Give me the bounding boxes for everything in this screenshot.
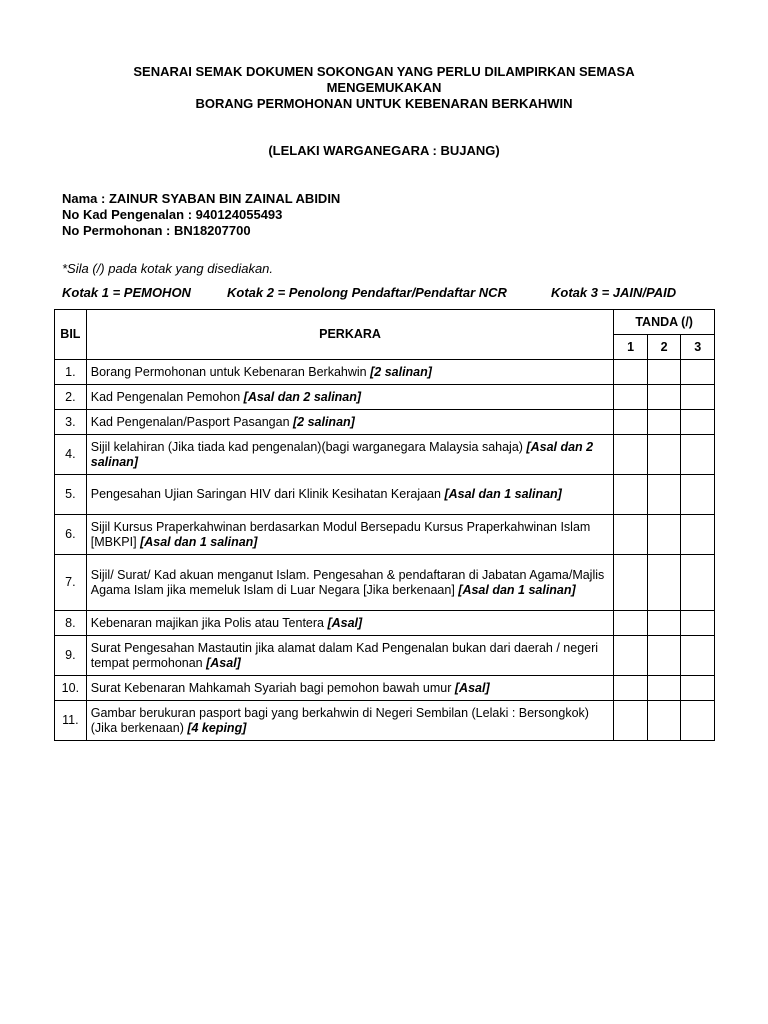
checkbox-3[interactable] — [681, 611, 715, 636]
header-tanda: TANDA (/) — [614, 310, 715, 335]
document-copies: [Asal dan 2 salinan] — [243, 389, 362, 404]
row-number: 9. — [55, 636, 87, 676]
header-bil: BIL — [55, 310, 87, 360]
checkbox-1[interactable] — [614, 385, 648, 410]
document-copies: [Asal dan 1 salinan] — [458, 582, 576, 597]
legend-box-2: Kotak 2 = Penolong Pendaftar/Pendaftar NCR — [227, 285, 507, 300]
checkbox-3[interactable] — [681, 385, 715, 410]
table-row — [55, 410, 715, 435]
table-row — [55, 515, 715, 555]
applicant-name: Nama : ZAINUR SYABAN BIN ZAINAL ABIDIN — [62, 191, 341, 206]
checkbox-2[interactable] — [647, 515, 681, 555]
row-number: 2. — [55, 385, 87, 410]
document-description: Pengesahan Ujian Saringan HIV dari Klinik Kesihatan Kerajaan — [90, 487, 445, 501]
document-description: Borang Permohonan untuk Kebenaran Berkahwin — [90, 364, 371, 379]
instruction-text: *Sila (/) pada kotak yang disediakan. — [62, 261, 274, 276]
checkbox-2[interactable] — [647, 676, 681, 701]
row-number: 1. — [55, 360, 87, 385]
checkbox-3[interactable] — [681, 701, 715, 741]
title-line-1: SENARAI SEMAK DOKUMEN SOKONGAN YANG PERLU DILAMPIRKAN SEMASA — [133, 64, 635, 79]
header-box-2: 2 — [647, 335, 681, 360]
applicant-ic: No Kad Pengenalan : 940124055493 — [62, 207, 283, 222]
checkbox-2[interactable] — [647, 385, 681, 410]
document-description: Sijil kelahiran (Jika tiada kad pengenalan)(bagi warganegara Malaysia sahaja) — [90, 439, 527, 454]
document-copies: [Asal] — [327, 615, 363, 630]
document-copies: [2 salinan] — [293, 414, 355, 429]
document-description: Surat Kebenaran Mahkamah Syariah bagi pemohon bawah umur — [90, 680, 455, 695]
checkbox-1[interactable] — [614, 611, 648, 636]
table-row — [55, 360, 715, 385]
row-document — [86, 676, 614, 701]
checkbox-2[interactable] — [647, 636, 681, 676]
checkbox-1[interactable] — [614, 515, 648, 555]
row-document — [86, 636, 614, 676]
row-document — [86, 435, 614, 475]
table-row — [55, 701, 715, 741]
applicant-details — [62, 191, 340, 239]
checkbox-1[interactable] — [614, 555, 648, 611]
row-document — [86, 385, 614, 410]
document-copies: [Asal dan 1 salinan] — [140, 534, 258, 549]
document-description: Kad Pengenalan Pemohon — [90, 389, 244, 404]
checkbox-1[interactable] — [614, 410, 648, 435]
row-number: 5. — [55, 475, 87, 515]
checkbox-1[interactable] — [614, 676, 648, 701]
row-document — [86, 475, 614, 515]
checkbox-3[interactable] — [681, 555, 715, 611]
row-number: 7. — [55, 555, 87, 611]
checkbox-2[interactable] — [647, 360, 681, 385]
table-row — [55, 435, 715, 475]
header-box-1: 1 — [614, 335, 648, 360]
checkbox-3[interactable] — [681, 475, 715, 515]
document-description: Gambar berukuran pasport bagi yang berkahwin di Negeri Sembilan (Lelaki : Bersongkok) (Jika berkenaan) — [90, 705, 589, 735]
document-description: Kebenaran majikan jika Polis atau Tentera — [90, 615, 328, 630]
checkbox-3[interactable] — [681, 636, 715, 676]
checkbox-2[interactable] — [647, 475, 681, 515]
document-description: Sijil/ Surat/ Kad akuan menganut Islam. Pengesahan & pendaftaran di Jabatan Agama/Majlis Agama Islam jika memeluk Islam di Luar Negara [Jika berkenaan] — [90, 567, 605, 597]
checkbox-1[interactable] — [614, 435, 648, 475]
checkbox-2[interactable] — [647, 555, 681, 611]
title-line-2: MENGEMUKAKAN — [326, 80, 442, 95]
category-subtitle: (LELAKI WARGANEGARA : BUJANG) — [268, 143, 500, 158]
row-number: 6. — [55, 515, 87, 555]
table-row — [55, 475, 715, 515]
row-document — [86, 555, 614, 611]
application-number: No Permohonan : BN18207700 — [62, 223, 251, 238]
legend-box-1: Kotak 1 = PEMOHON — [62, 285, 191, 300]
box-legend — [62, 285, 742, 301]
document-copies: [Asal dan 2 salinan] — [90, 439, 594, 469]
row-document — [86, 410, 614, 435]
checkbox-3[interactable] — [681, 515, 715, 555]
checkbox-1[interactable] — [614, 701, 648, 741]
document-copies: [Asal] — [206, 655, 241, 670]
row-number: 10. — [55, 676, 87, 701]
row-number: 8. — [55, 611, 87, 636]
table-row — [55, 611, 715, 636]
row-number: 11. — [55, 701, 87, 741]
row-document — [86, 515, 614, 555]
header-box-3: 3 — [681, 335, 715, 360]
table-row — [55, 636, 715, 676]
checkbox-1[interactable] — [614, 360, 648, 385]
row-number: 3. — [55, 410, 87, 435]
checkbox-2[interactable] — [647, 435, 681, 475]
legend-box-3: Kotak 3 = JAIN/PAID — [551, 285, 677, 300]
document-copies: [2 salinan] — [370, 364, 432, 379]
checkbox-3[interactable] — [681, 676, 715, 701]
document-copies: [Asal dan 1 salinan] — [444, 487, 562, 501]
table-row — [55, 385, 715, 410]
checkbox-1[interactable] — [614, 636, 648, 676]
table-row — [55, 676, 715, 701]
title-line-3: BORANG PERMOHONAN UNTUK KEBENARAN BERKAHWIN — [195, 96, 573, 111]
document-description: Surat Pengesahan Mastautin jika alamat dalam Kad Pengenalan bukan dari daerah / negeri tempat permohonan — [90, 640, 599, 670]
row-number: 4. — [55, 435, 87, 475]
document-description: Kad Pengenalan/Pasport Pasangan — [90, 414, 293, 429]
row-document — [86, 701, 614, 741]
checkbox-2[interactable] — [647, 410, 681, 435]
checkbox-3[interactable] — [681, 360, 715, 385]
document-copies: [Asal] — [454, 680, 490, 695]
checkbox-3[interactable] — [681, 410, 715, 435]
document-title — [0, 64, 768, 112]
checkbox-3[interactable] — [681, 435, 715, 475]
checkbox-1[interactable] — [614, 475, 648, 515]
table-row — [55, 555, 715, 611]
header-perkara: PERKARA — [86, 310, 614, 360]
document-copies: [4 keping] — [187, 720, 247, 735]
checkbox-2[interactable] — [647, 701, 681, 741]
row-document — [86, 360, 614, 385]
checkbox-2[interactable] — [647, 611, 681, 636]
checklist-table — [54, 309, 715, 741]
document-description: Sijil Kursus Praperkahwinan berdasarkan Modul Bersepadu Kursus Praperkahwinan Islam [MBKPI] — [90, 519, 591, 549]
row-document — [86, 611, 614, 636]
